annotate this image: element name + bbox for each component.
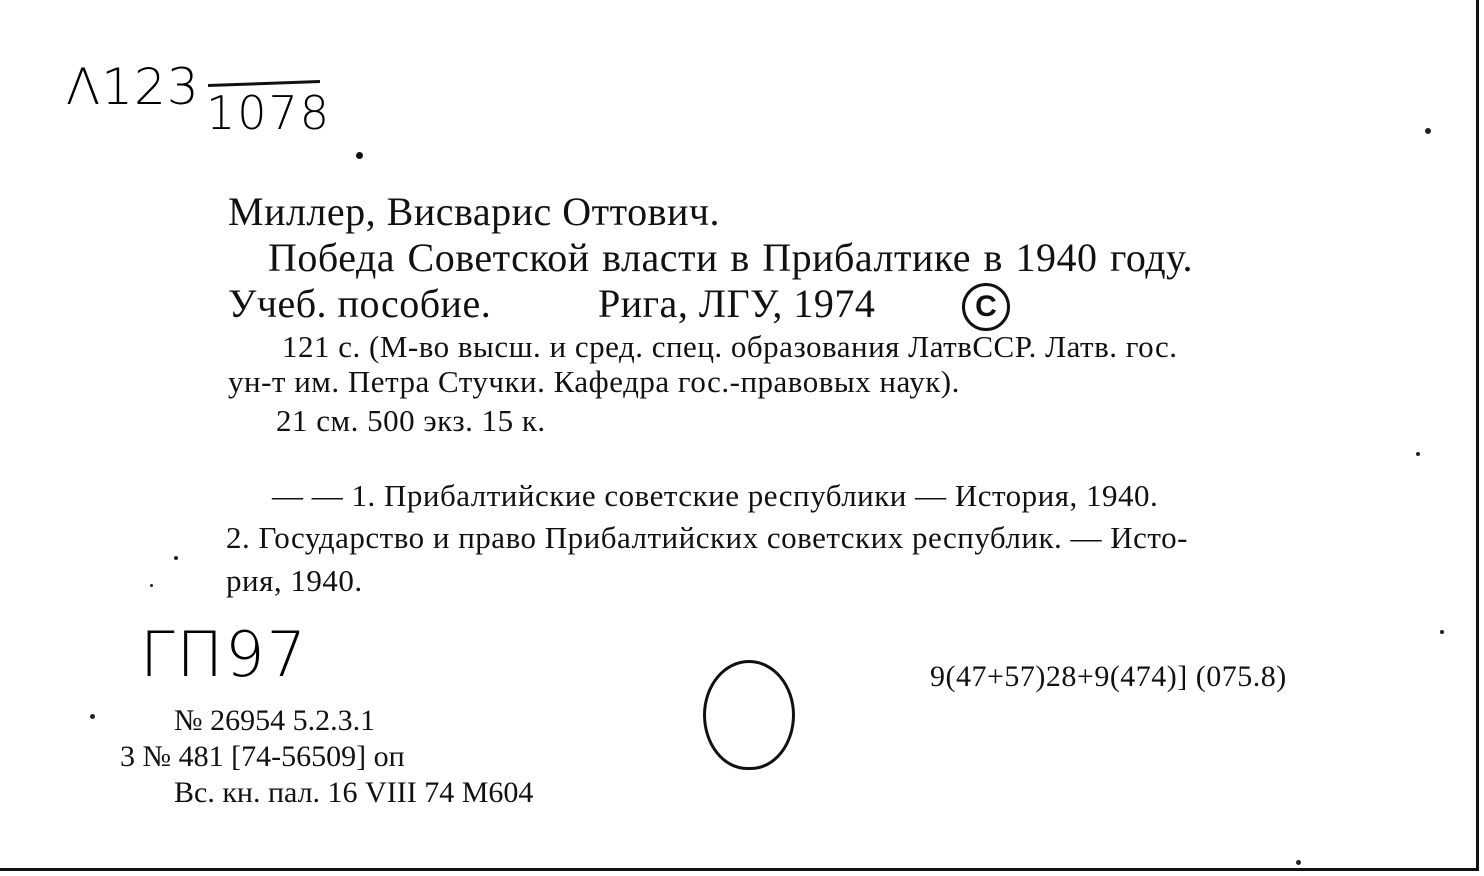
- handwritten-shelf-mark: Λ123: [66, 58, 200, 116]
- author-heading: Миллер, Висварис Оттович.: [228, 189, 720, 234]
- title-line-1: Победа Советской власти в Прибалтике в 1940 году.: [268, 235, 1194, 280]
- scan-speck: [1416, 452, 1420, 456]
- handwritten-code: ГП97: [140, 618, 309, 691]
- subject-heading-1: — — 1. Прибалтийские советские республики — История, 1940.: [272, 478, 1159, 513]
- scan-speck: [1440, 630, 1444, 634]
- pagination-line-1: 121 с. (М-во высш. и сред. спец. образования ЛатвССР. Латв. гос.: [282, 329, 1178, 364]
- stamp-outline: [703, 660, 795, 770]
- registry-line-1: № 26954 5.2.3.1: [174, 704, 376, 737]
- handwritten-shelf-number: 1078: [206, 86, 332, 140]
- size-run-price: 21 см. 500 экз. 15 к.: [276, 403, 546, 438]
- subject-heading-2-continued: рия, 1940.: [226, 563, 363, 598]
- scan-speck: [1425, 128, 1431, 134]
- scan-speck: [150, 584, 153, 587]
- scan-speck: [90, 714, 95, 719]
- scan-speck: [1296, 860, 1301, 865]
- scan-speck: [174, 556, 178, 560]
- copyright-icon: C: [962, 283, 1010, 331]
- imprint: Рига, ЛГУ, 1974: [598, 281, 876, 326]
- title-line-2: Учеб. пособие.: [228, 281, 492, 326]
- subject-heading-2: 2. Государство и право Прибалтийских советских республик. — Исто-: [226, 520, 1188, 555]
- registry-line-3: Вс. кн. пал. 16 VIII 74 М604: [174, 776, 534, 809]
- ink-dot: [356, 152, 363, 159]
- pagination-line-2: ун-т им. Петра Стучки. Кафедра гос.-правовых наук).: [228, 364, 960, 399]
- classification-index: 9(47+57)28+9(474)] (075.8): [930, 660, 1287, 693]
- registry-line-2: 3 № 481 [74-56509] оп: [120, 740, 405, 773]
